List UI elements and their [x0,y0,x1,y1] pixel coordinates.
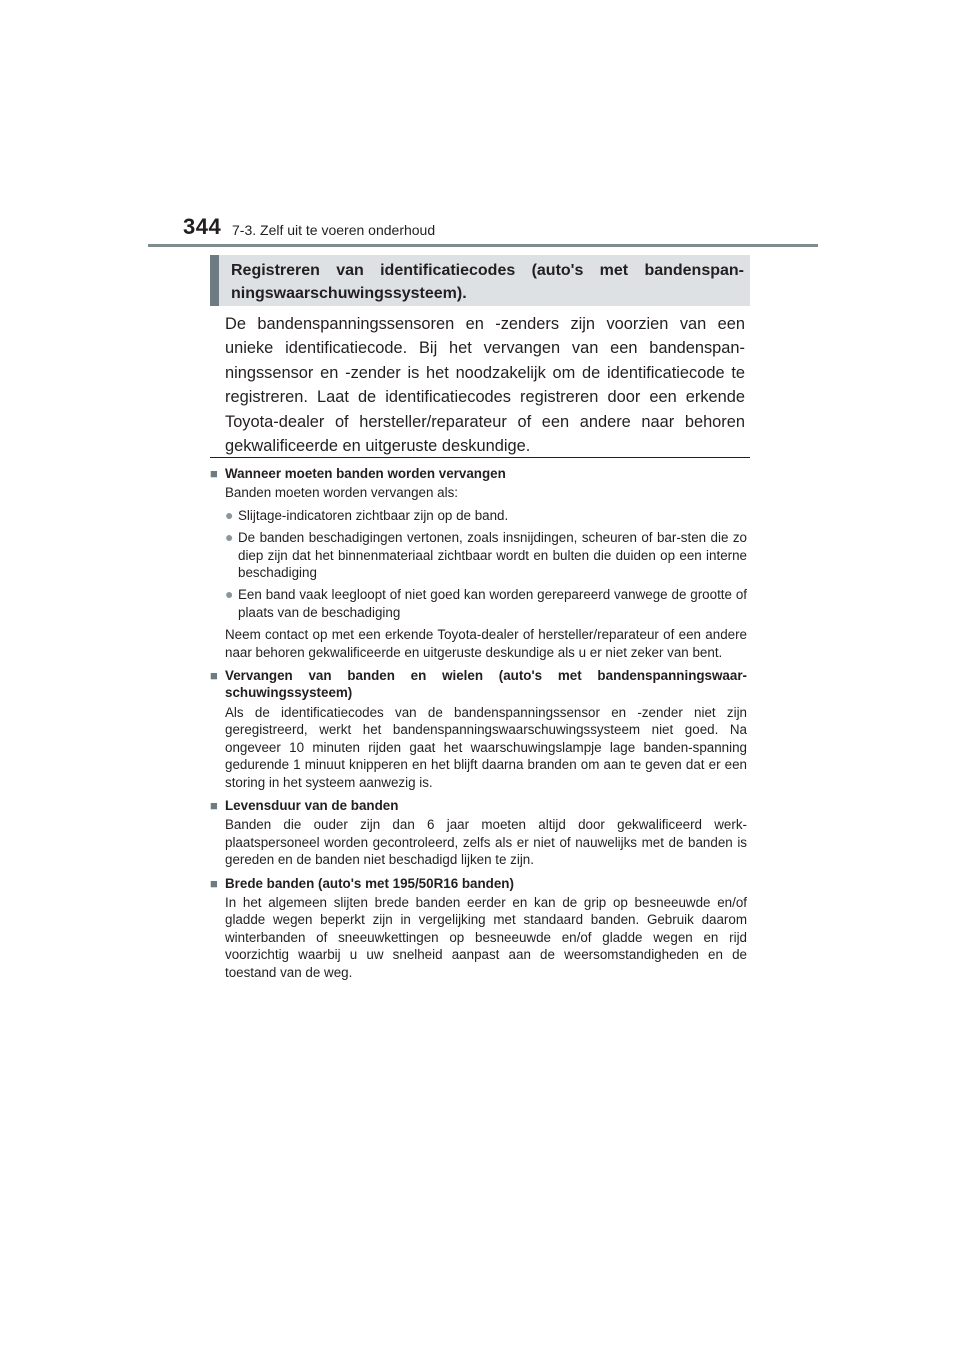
note-tire-wheel-replacement [210,667,747,791]
section-divider [210,457,750,458]
note-tail: Neem contact op met een erkende Toyota-dealer of hersteller/reparateur of een andere naar behoren gekwalificeerde en uitgeruste deskundige als u er niet zeker van bent. [225,627,747,660]
bullet-dot-icon: ● [225,529,234,546]
note-heading: ■ Brede banden (auto's met 195/50R16 banden) [210,875,514,891]
section-label: 7-3. Zelf uit te voeren onderhoud [232,222,436,238]
intro-paragraph: De bandenspanningssensoren en -zenders zijn voorzien van een unieke identificatiecode. Bij het vervangen van een bandenspan-ningssensor en -zender is het noodzakelijk om de identificatiecode te registreren. Laat de identificatiecodes registreren door een erkende Toyota-dealer of hersteller/reparateur of een andere naar behoren gekwalificeerde en uitgeruste deskundige. [225,315,745,456]
note-heading: ■ Levensduur van de banden [210,797,399,813]
bullet-item: ● Een band vaak leegloopt of niet goed kan worden gerepareerd vanwege de grootte of plaats van de beschadiging [225,586,747,620]
square-marker-icon: ■ [210,797,218,813]
bullet-dot-icon: ● [225,586,234,603]
page-number: 344 [183,214,222,239]
bullet-dot-icon: ● [225,506,234,523]
bullet-item: ● Slijtage-indicatoren zichtbaar zijn op de band. [225,506,509,523]
note-text: In het algemeen slijten brede banden eerder en kan de grip op besneeuwde en/of gladde wegen beperkt zijn in vergelijking met standaard banden. Gebruik daarom winterbanden of sneeuwkettingen op besneeuwde en/of gladde wegen en rijd voorzichtig waarbij u uw snelheid aanpast aan de weersomstandigheden en de toestand van de weg. [225,894,747,980]
bullet-item: ● De banden beschadigingen vertonen, zoals insnijdingen, scheuren of bar-sten die zo diep zijn dat het binnenmateriaal zichtbaar wordt en bulten die duiden op een interne beschadiging [225,529,747,581]
square-marker-icon: ■ [210,875,218,891]
note-wide-tires [210,875,747,981]
section-title-box: Registreren van identificatiecodes (auto's met bandenspan-ningswaarschuwingssysteem). [210,255,750,306]
note-text: Banden die ouder zijn dan 6 jaar moeten altijd door gekwalificeerd werk-plaatspersoneel worden gecontroleerd, zelfs als er niet of nauwelijks met de banden is gereden en de banden niet beschadigd lijken te zijn. [225,817,747,868]
note-heading: ■ Wanneer moeten banden worden vervangen [210,466,506,481]
note-tire-replacement [210,465,747,661]
square-marker-icon: ■ [210,668,218,684]
note-text: Als de identificatiecodes van de bandenspanningssensor en -zender niet zijn geregistreerd, werkt het bandenspanningswaarschuwingssysteem niet goed. Na ongeveer 10 minuten rijden gaat het waarschuwingslampje lage banden-spanning gedurende 1 minuut knipperen en het blijft daarna branden om aan te geven dat er een storing in het systeem aanwezig is. [225,704,747,790]
notes-section [210,465,747,981]
header-divider [148,244,818,247]
note-tire-lifespan [210,797,747,869]
note-lead: Banden moeten worden vervangen als: [225,485,459,501]
note-heading: ■ Vervangen van banden en wielen (auto's met bandenspanningswaar-schuwingssysteem) [210,668,747,701]
square-marker-icon: ■ [210,466,218,481]
